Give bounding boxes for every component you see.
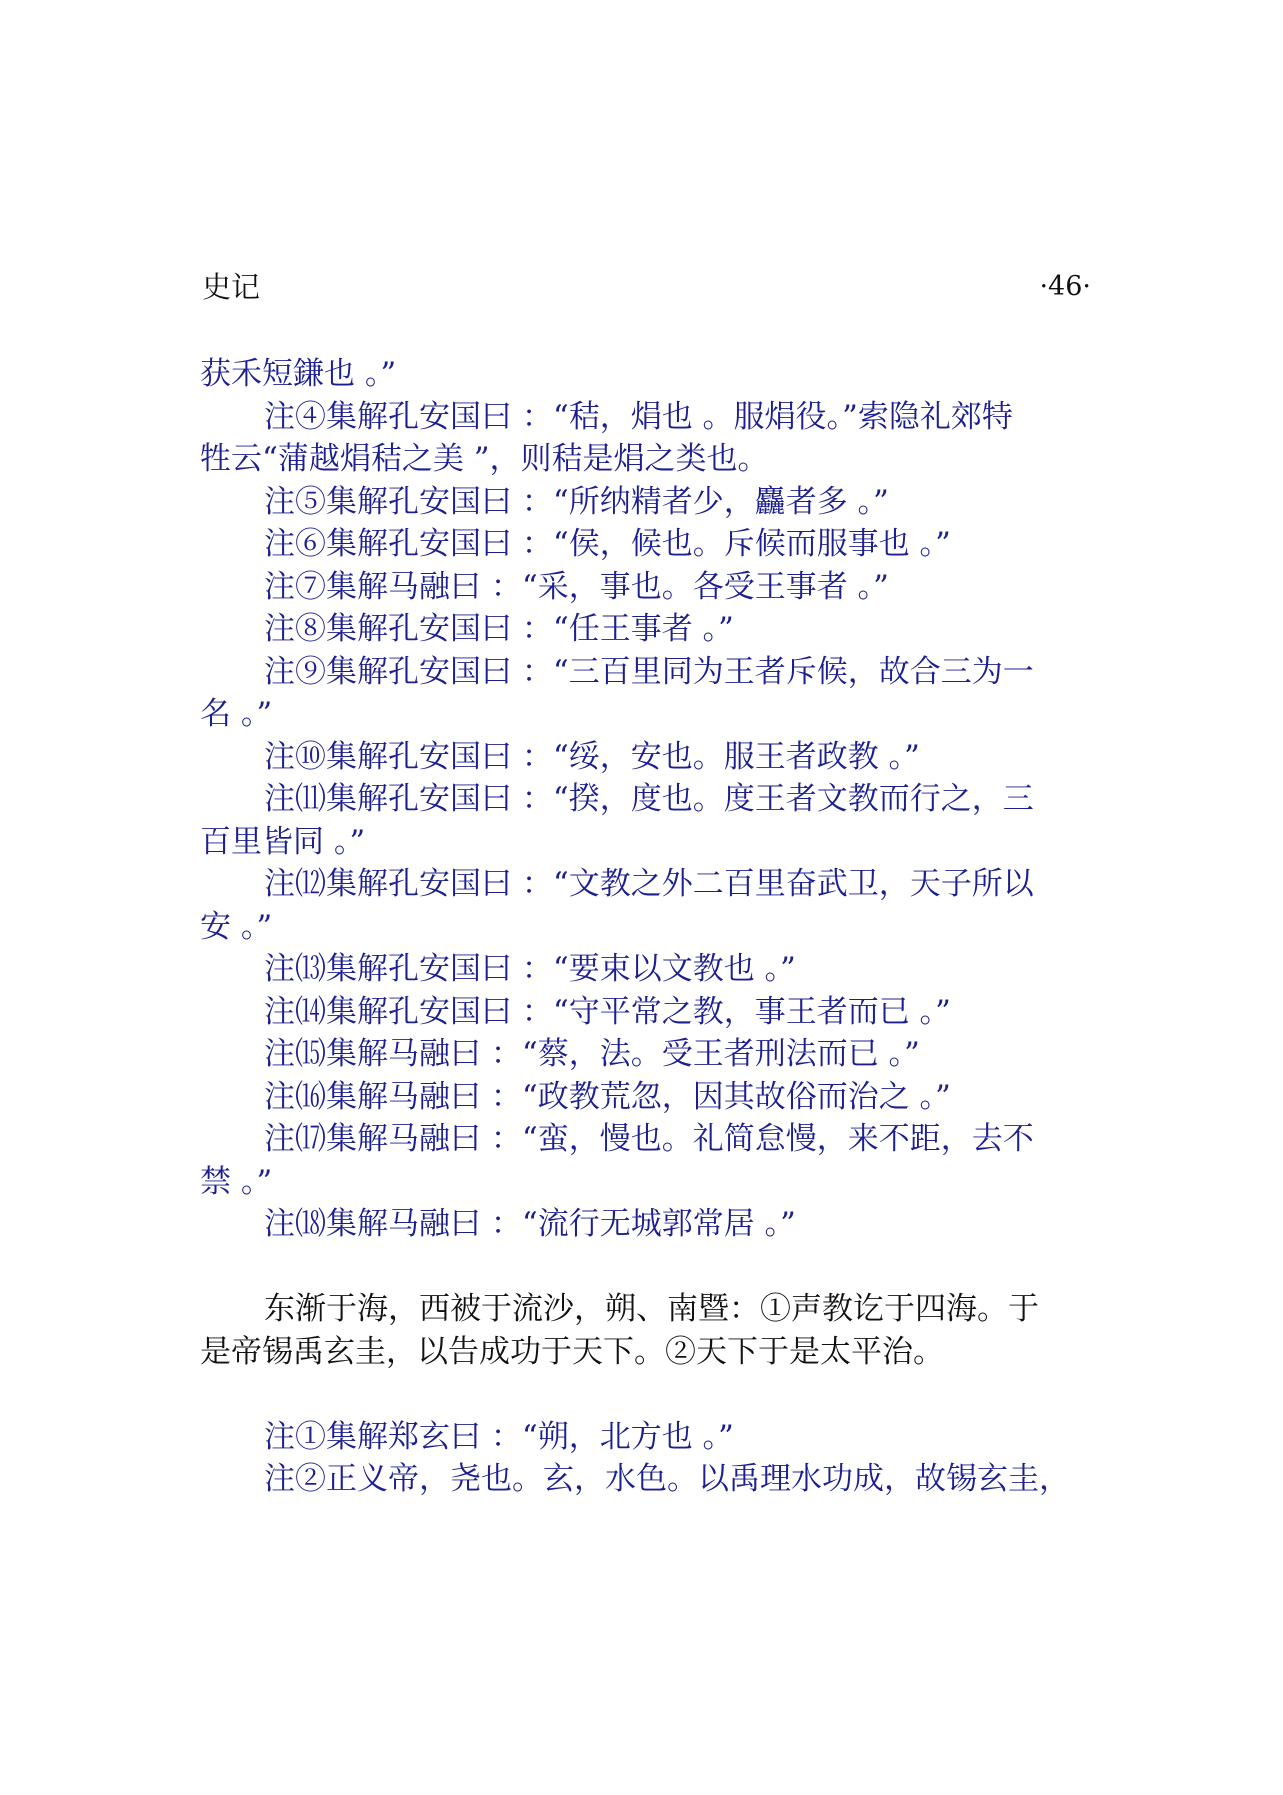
annotation-line: 注⑨集解孔安国曰 ：“三百里同为王者斥候，故合三为一 — [264, 653, 1034, 690]
annotation-block-1 — [200, 353, 1086, 1246]
paragraph-gap — [200, 1373, 1086, 1416]
annotation-block-2 — [200, 1416, 1086, 1501]
annotation-line: 注⒃集解马融曰 ：“政教荒忽，因其故俗而治之 。” — [264, 1078, 951, 1115]
annotation-line: 注⑩集解孔安国曰 ：“绥，安也。服王者政教 。” — [264, 738, 920, 775]
annotation-line: 注④集解孔安国曰 ：“秸，焆也 。服焆役。”索隐礼郊特 — [264, 398, 1013, 435]
text-line: 获禾短鎌也 。” — [200, 356, 397, 392]
annotation-line: 注⑥集解孔安国曰 ：“侯，候也。斥候而服事也 。” — [264, 526, 951, 562]
annotation-line: 注①集解郑玄曰 ：“朔，北方也 。” — [264, 1418, 734, 1455]
text-line: 安 。” — [200, 908, 273, 945]
annotation-line: 注⒂集解马融曰 ：“蔡，法。受王者刑法而已 。” — [264, 1036, 920, 1072]
page-body — [200, 353, 1086, 1501]
text-line: 名 。” — [200, 696, 273, 732]
annotation-line: 注⒁集解孔安国曰 ：“守平常之教，事王者而已 。” — [264, 993, 951, 1030]
annotation-line: 注⑿集解孔安国曰 ：“文教之外二百里奋武卫，天子所以 — [264, 866, 1034, 902]
annotation-line: 注⒀集解孔安国曰 ：“要束以文教也 。” — [264, 951, 796, 987]
page-number: ·46· — [1039, 271, 1091, 302]
annotation-line: 注⑧集解孔安国曰 ：“任王事者 。” — [264, 611, 734, 647]
annotation-line: 注②正义帝，尧也。玄，水色。以禹理水功成，故锡玄圭， — [264, 1461, 1070, 1497]
text-line: 牲云“蒲越焆秸之美 ”，则秸是焆之类也。 — [200, 441, 769, 477]
main-text-line: 东渐于海，西被于流沙，朔、南暨：①声教讫于四海。于 — [264, 1291, 1039, 1327]
paragraph-gap — [200, 1246, 1086, 1289]
annotation-line: 注⑦集解马融曰 ：“采，事也。各受王事者 。” — [264, 568, 889, 605]
annotation-line: 注⑤集解孔安国曰 ：“所纳精者少，麤者多 。” — [264, 483, 889, 520]
main-paragraph — [200, 1288, 1086, 1373]
main-text-line: 是帝锡禹玄圭，以告成功于天下。②天下于是太平治。 — [200, 1333, 944, 1370]
annotation-line: 注⑾集解孔安国曰 ：“揆，度也。度王者文教而行之，三 — [264, 781, 1034, 817]
text-line: 百里皆同 。” — [200, 823, 366, 860]
book-title: 史记 — [202, 270, 261, 304]
text-line: 禁 。” — [200, 1163, 273, 1200]
annotation-line: 注⒄集解马融曰 ：“蛮，慢也。礼简怠慢，来不距，去不 — [264, 1121, 1034, 1157]
annotation-line: 注⒅集解马融曰 ：“流行无城郭常居 。” — [264, 1206, 796, 1242]
